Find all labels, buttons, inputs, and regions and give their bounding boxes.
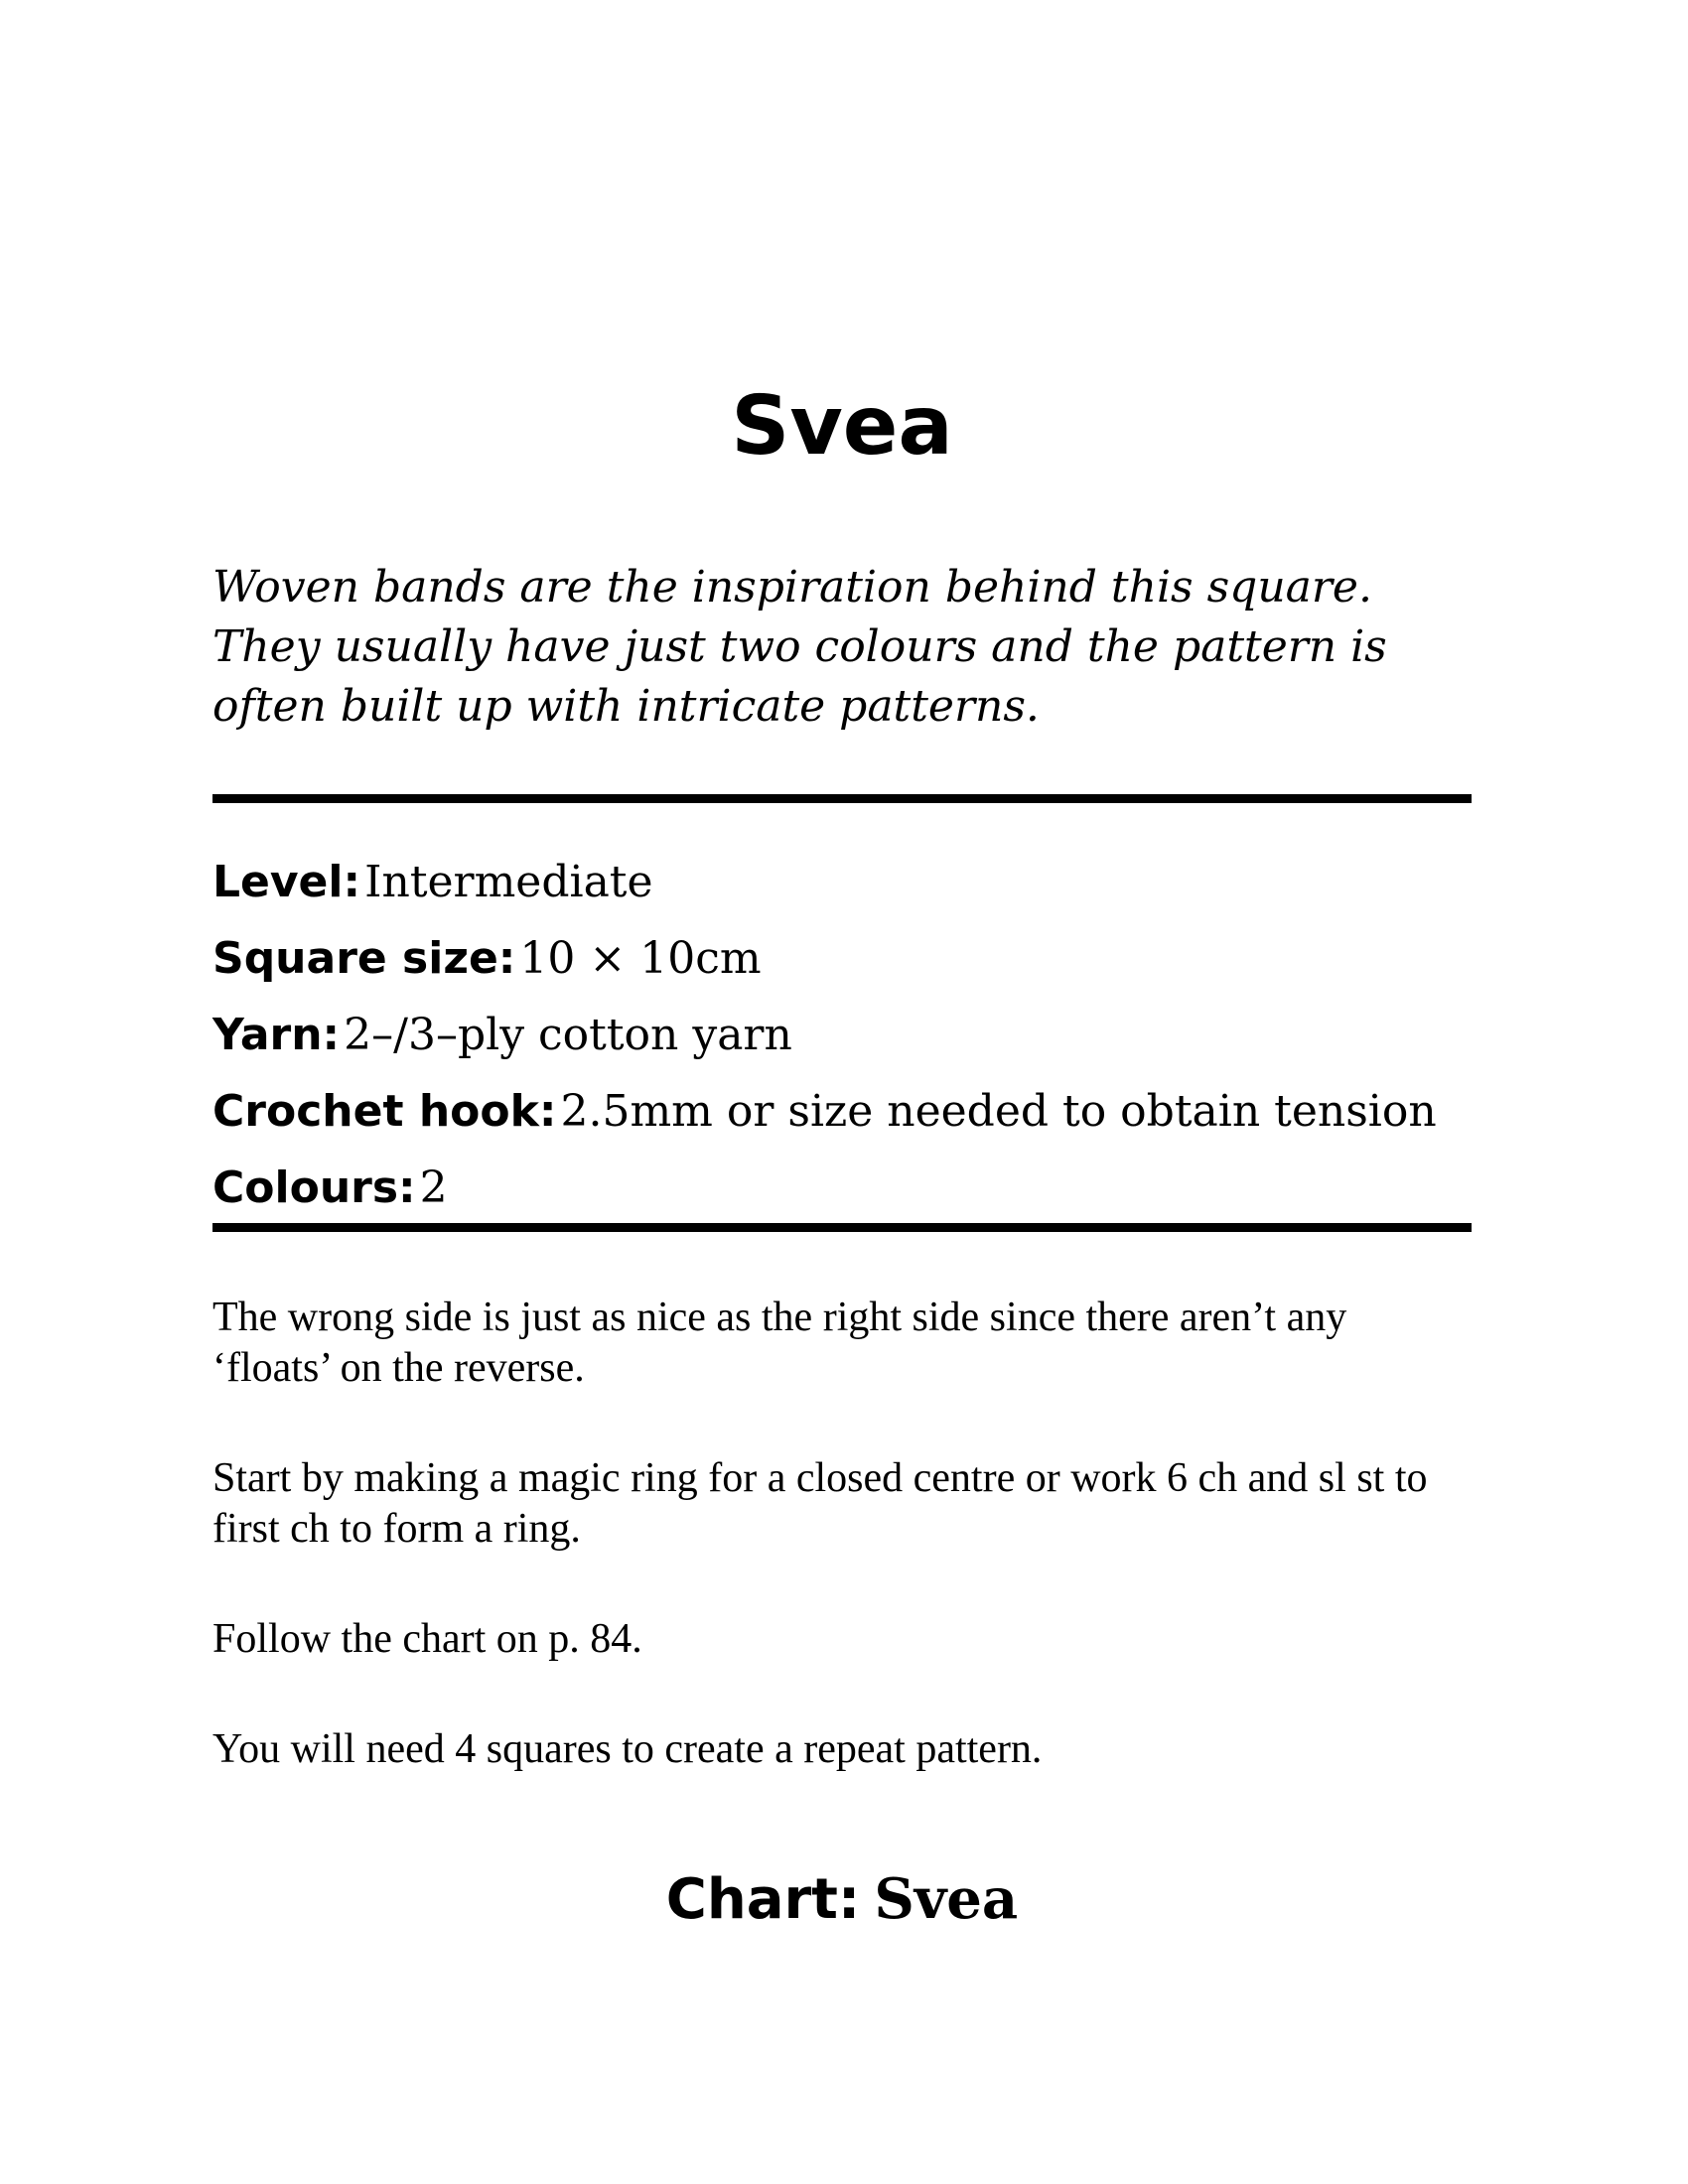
spec-label: Square size:: [212, 933, 516, 984]
spec-label: Colours:: [212, 1162, 416, 1213]
spec-value: 10 × 10cm: [519, 933, 762, 984]
spec-label: Level:: [212, 857, 361, 907]
divider-top: [212, 794, 1472, 803]
paragraph-start: Start by making a magic ring for a closed centre or work 6 ch and sl st to first ch to form a ring.: [212, 1455, 1428, 1552]
spec-value: 2: [419, 1162, 448, 1213]
paragraph-wrong-side: The wrong side is just as nice as the right side since there aren’t any ‘floats’ on the reverse.: [212, 1295, 1347, 1391]
chart-heading: [212, 1864, 1472, 1935]
paragraph-follow-chart: Follow the chart on p. 84.: [212, 1616, 642, 1662]
chart-heading-label: Chart:: [665, 1867, 861, 1932]
chart-heading-name: Svea: [874, 1866, 1019, 1932]
document-page: [212, 0, 1472, 2184]
spec-label: Yarn:: [212, 1010, 341, 1060]
spec-value: Intermediate: [364, 857, 653, 907]
pattern-title: Svea: [731, 379, 953, 474]
paragraph-repeat: You will need 4 squares to create a repeat pattern.: [212, 1726, 1043, 1772]
divider-bottom: [212, 1223, 1472, 1232]
spec-value: 2.5mm or size needed to obtain tension: [560, 1086, 1437, 1137]
spec-value: 2–/3–ply cotton yarn: [344, 1010, 792, 1060]
spec-level: [212, 844, 1472, 920]
spec-crochet-hook: [212, 1073, 1472, 1150]
spec-square-size: [212, 920, 1472, 997]
spec-colours: [212, 1150, 1472, 1226]
spec-yarn: [212, 997, 1472, 1073]
spec-label: Crochet hook:: [212, 1086, 557, 1137]
pattern-specs: [212, 844, 1472, 1226]
intro-text: Woven bands are the inspiration behind this square. They usually have just two colours and the pattern is often built up with intricate patterns.: [212, 562, 1387, 732]
